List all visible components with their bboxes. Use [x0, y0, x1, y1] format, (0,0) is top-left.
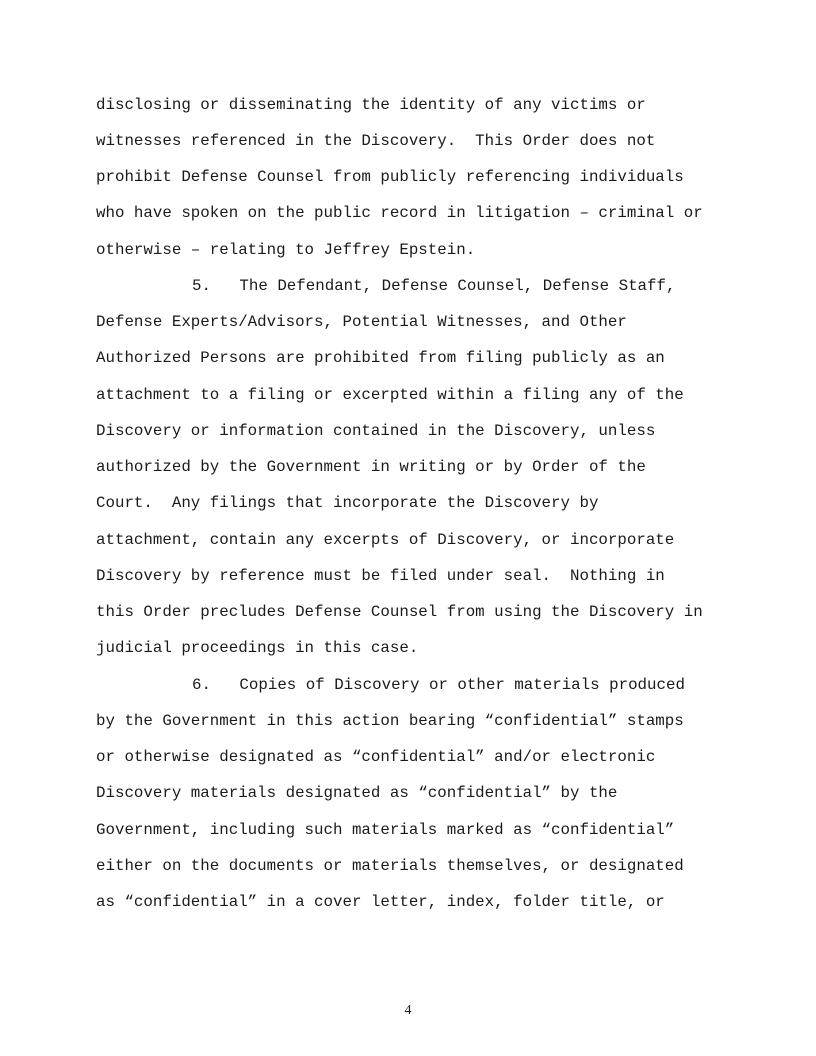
text-line: Discovery or information contained in the Discovery, unless — [96, 422, 656, 440]
text-line: Defense Experts/Advisors, Potential Witnesses, and Other — [96, 313, 627, 331]
text-line: Authorized Persons are prohibited from filing publicly as an — [96, 349, 665, 367]
text-line: either on the documents or materials themselves, or designated — [96, 857, 684, 875]
text-line: Discovery by reference must be filed under seal. Nothing in — [96, 567, 665, 585]
text-line: witnesses referenced in the Discovery. This Order does not — [96, 132, 656, 150]
page-number: 4 — [404, 1003, 412, 1018]
text-line: attachment to a filing or excerpted within a filing any of the — [96, 386, 684, 404]
text-line: Court. Any filings that incorporate the Discovery by — [96, 494, 599, 512]
text-line: prohibit Defense Counsel from publicly referencing individuals — [96, 168, 684, 186]
text-line: or otherwise designated as “confidential” and/or electronic — [96, 748, 656, 766]
text-line: Discovery materials designated as “confidential” by the — [96, 784, 618, 802]
text-line: otherwise – relating to Jeffrey Epstein. — [96, 241, 476, 259]
text-line: by the Government in this action bearing “confidential” stamps — [96, 712, 684, 730]
text-line: who have spoken on the public record in litigation – criminal or — [96, 204, 703, 222]
text-line: Government, including such materials marked as “confidential” — [96, 821, 675, 839]
text-line: disclosing or disseminating the identity of any victims or — [96, 96, 646, 114]
text-line: judicial proceedings in this case. — [96, 639, 419, 657]
paragraph-5-first-line: 5. The Defendant, Defense Counsel, Defense Staff, — [192, 277, 676, 295]
text-line: authorized by the Government in writing or by Order of the — [96, 458, 646, 476]
text-line: this Order precludes Defense Counsel from using the Discovery in — [96, 603, 703, 621]
text-line: as “confidential” in a cover letter, index, folder title, or — [96, 893, 665, 911]
paragraph-6-first-line: 6. Copies of Discovery or other materials produced — [192, 676, 685, 694]
text-line: attachment, contain any excerpts of Discovery, or incorporate — [96, 531, 675, 549]
